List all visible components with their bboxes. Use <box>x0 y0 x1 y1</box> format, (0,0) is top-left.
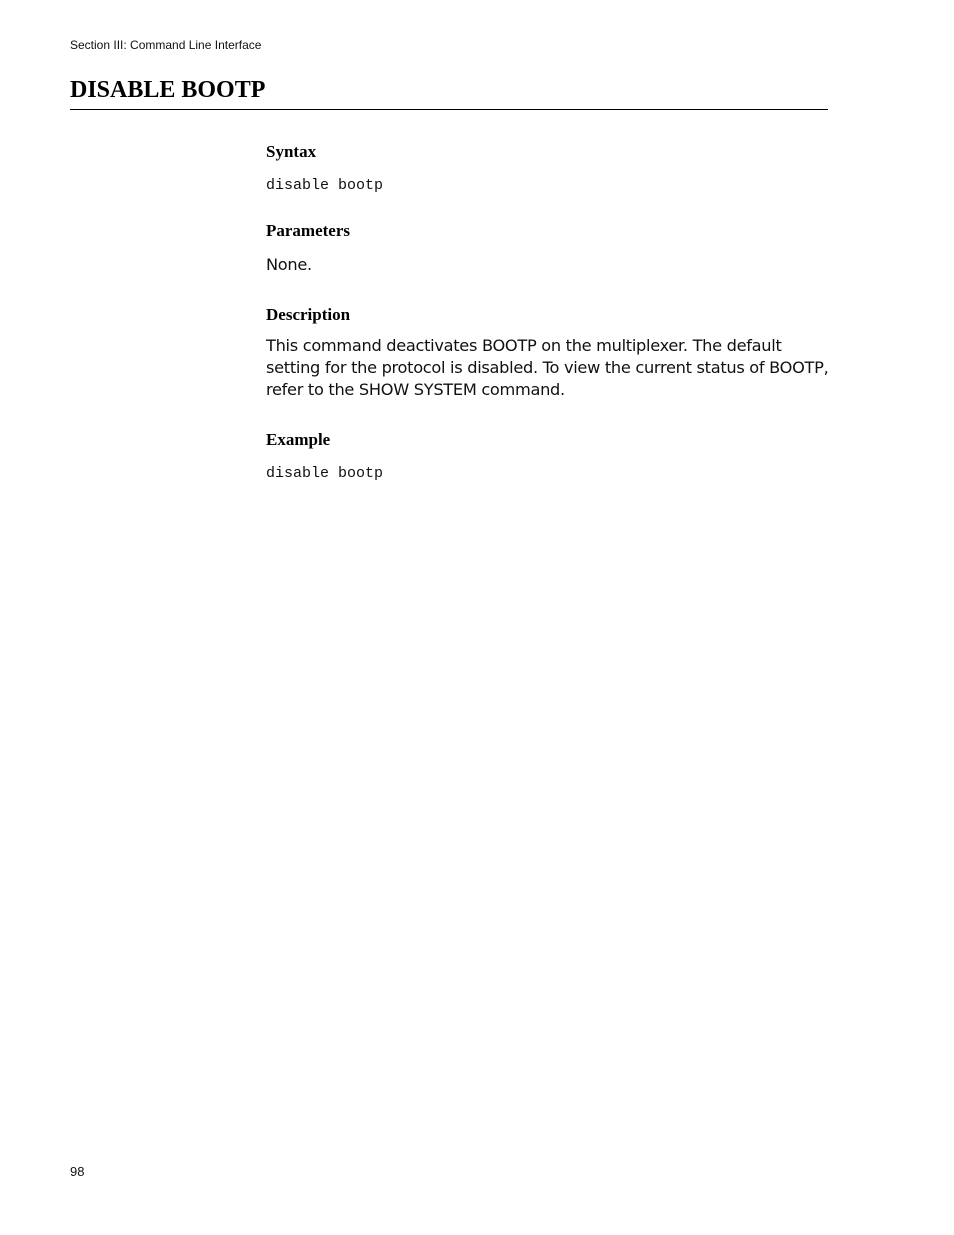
description-line: This command deactivates BOOTP on the multiplexer. The default <box>266 336 782 355</box>
parameters-section <box>266 221 836 241</box>
page-title: DISABLE BOOTP <box>70 77 266 103</box>
example-code-block <box>266 465 836 482</box>
description-body <box>266 335 836 401</box>
description-line: refer to the SHOW SYSTEM command. <box>266 380 565 399</box>
title-divider <box>70 109 828 110</box>
syntax-heading: Syntax <box>266 142 317 161</box>
syntax-code-block <box>266 177 836 194</box>
syntax-code: disable bootp <box>266 177 384 194</box>
description-line: setting for the protocol is disabled. To view the current status of BOOTP, <box>266 358 829 377</box>
example-code: disable bootp <box>266 465 384 482</box>
parameters-heading: Parameters <box>266 221 351 240</box>
syntax-section <box>266 142 836 162</box>
parameters-text: None. <box>266 255 312 274</box>
page-number: 98 <box>70 1164 85 1179</box>
example-section <box>266 430 836 450</box>
parameters-body <box>266 254 836 276</box>
running-header: Section III: Command Line Interface <box>70 38 262 52</box>
description-section <box>266 305 836 325</box>
description-heading: Description <box>266 305 351 324</box>
example-heading: Example <box>266 430 331 449</box>
